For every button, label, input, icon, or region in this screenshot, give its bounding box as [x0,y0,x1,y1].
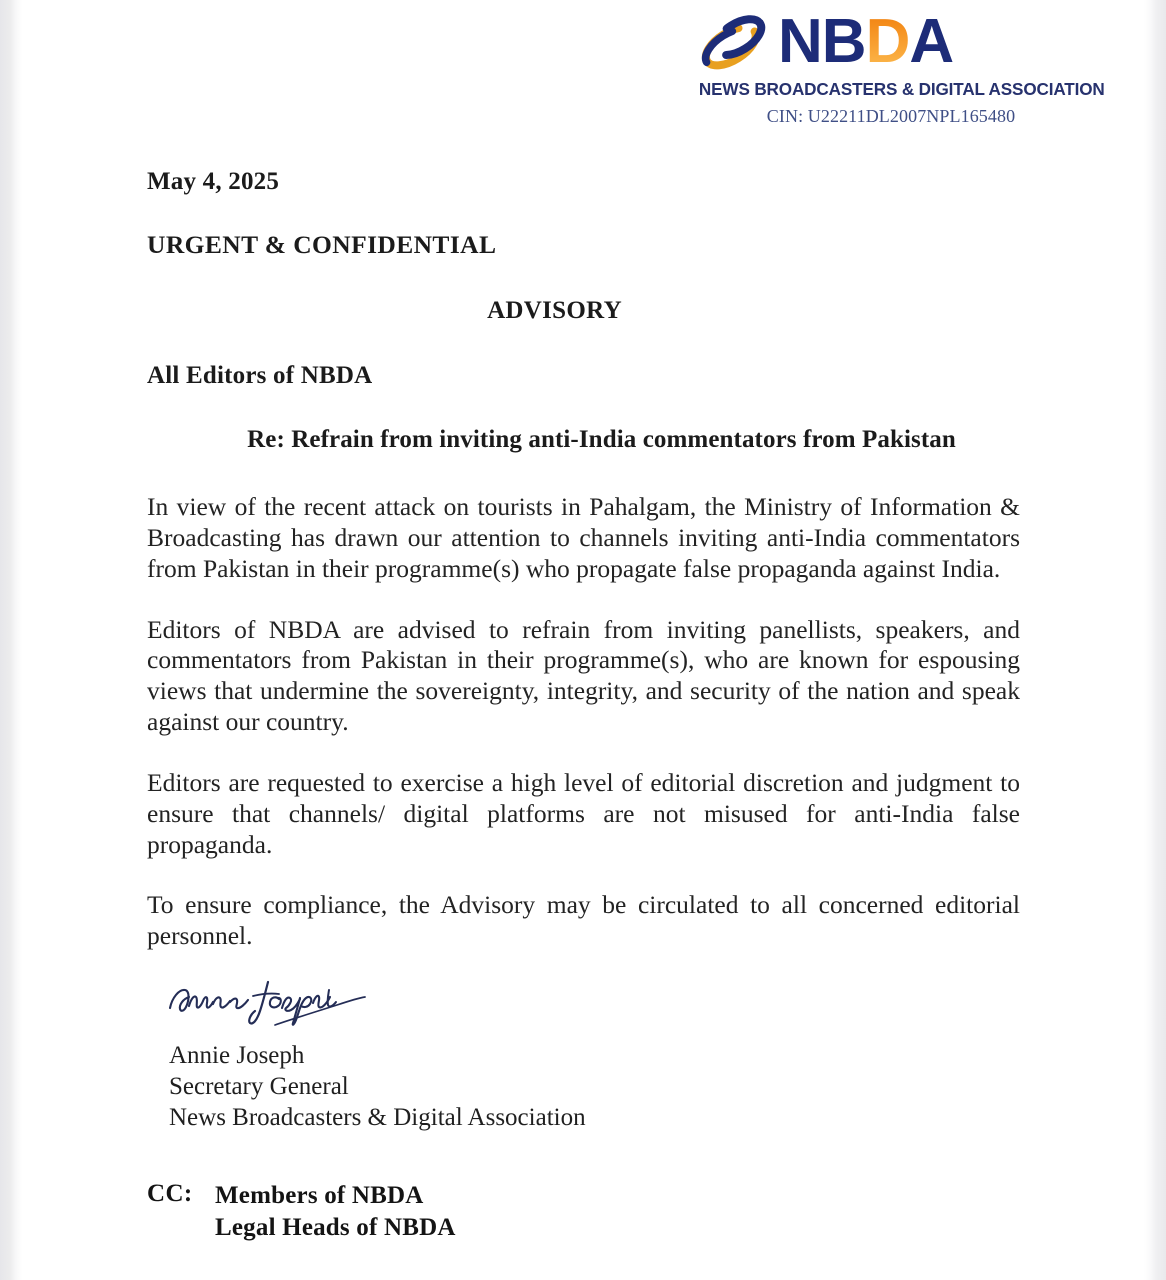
page-left-gutter [0,0,23,1280]
body-paragraph-4: To ensure compliance, the Advisory may be circulated to all concerned editorial personnel. [147,890,1020,951]
organization-tagline: NEWS BROADCASTERS & DIGITAL ASSOCIATION [698,79,1105,99]
page-right-gutter [1143,0,1166,1280]
cc-recipient: Members of NBDA [215,1182,424,1209]
letter-body [147,168,1020,952]
logo-row [696,6,1086,78]
signatory-details [169,1040,747,1133]
signatory-organization: News Broadcasters & Digital Association [169,1104,586,1131]
handwritten-signature-icon [167,968,377,1030]
nbda-wordmark [778,7,954,76]
wordmark-a: A [909,7,954,76]
letterhead [696,6,1105,127]
document-type-heading: ADVISORY [487,297,622,324]
body-paragraph-3: Editors are requested to exercise a high level of editorial discretion and judgment to ensure that channels/ digital platforms are not misused for anti-India false propaganda. [147,767,1020,859]
wordmark-nb: NB [778,7,866,76]
page-surface [22,0,1144,1280]
letter-date: May 4, 2025 [147,168,280,195]
wordmark-d: D [865,7,910,76]
cc-block [147,1180,456,1243]
addressee: All Editors of NBDA [147,362,373,389]
subject-line: Re: Refrain from inviting anti-India commentators from Pakistan [247,426,956,453]
signatory-name: Annie Joseph [169,1042,305,1069]
cc-recipients [215,1180,456,1243]
body-paragraph-2: Editors of NBDA are advised to refrain from inviting panellists, speakers, and commentators from Pakistan in their programme(s), who are known for espousing views that undermine the sovereignty, integrity, and security of the nation and speak against our country. [147,614,1020,737]
cc-recipient: Legal Heads of NBDA [215,1213,456,1241]
nbda-orbit-logo-icon [696,6,772,78]
cc-label: CC: [147,1180,193,1207]
signature-block [147,968,747,1133]
body-paragraph-1: In view of the recent attack on tourists in Pahalgam, the Ministry of Information & Broadcasting has drawn our attention to channels inviting anti-India commentators from Pakistan in their programme(s) who propagate false propaganda against India. [147,492,1020,583]
signatory-title: Secretary General [169,1073,349,1100]
cin-number: CIN: U22211DL2007NPL165480 [766,106,1016,126]
classification-label: URGENT & CONFIDENTIAL [147,230,497,259]
